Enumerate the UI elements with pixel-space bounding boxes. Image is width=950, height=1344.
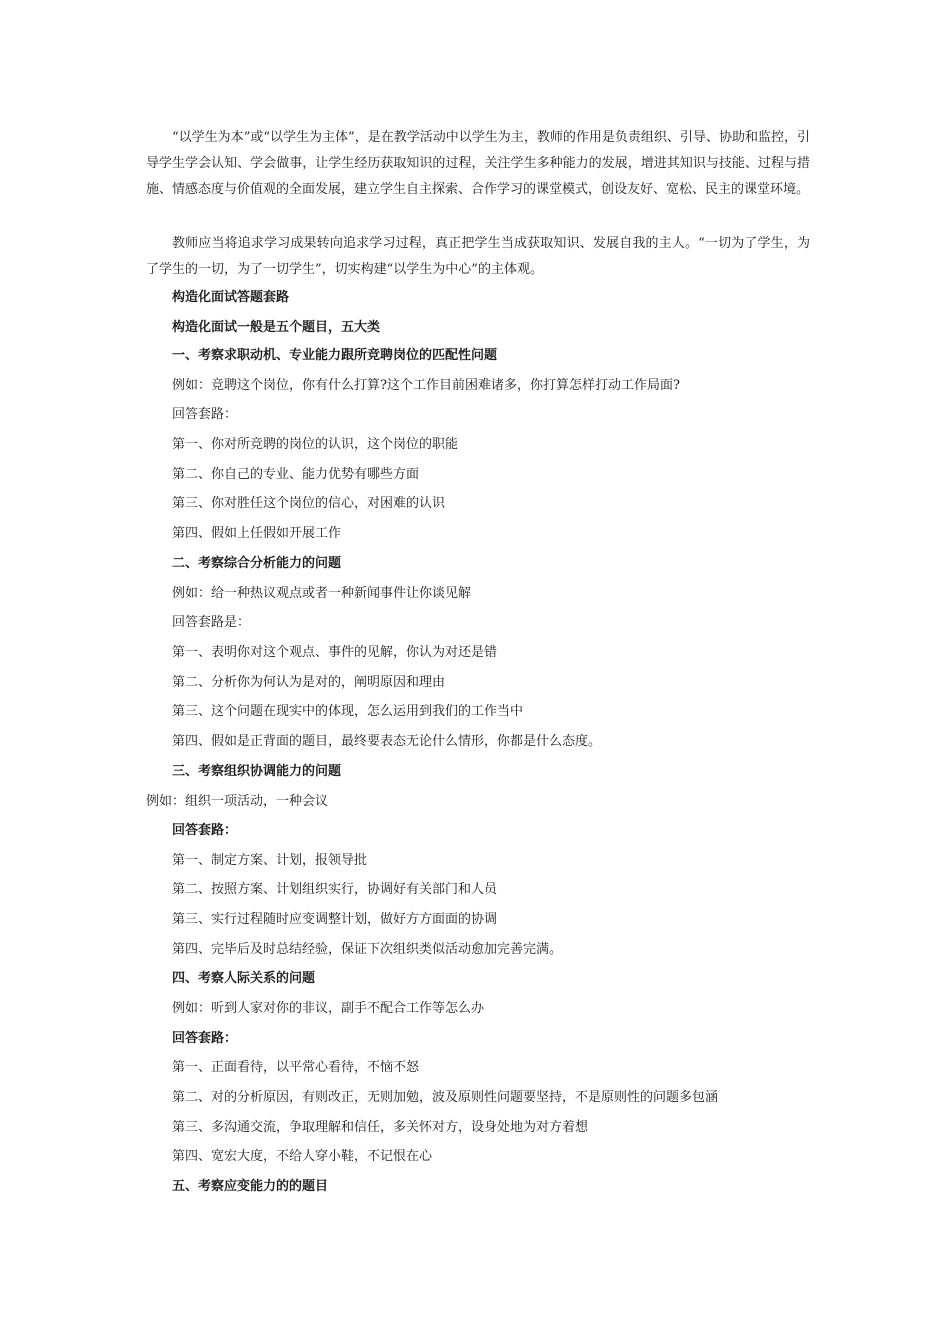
- section-4-point-4: 第四、宽宏大度，不给人穿小鞋，不记恨在心: [172, 1149, 433, 1164]
- section-2-point-4: 第四、假如是正背面的题目，最终要表态无论什么情形，你都是什么态度。: [172, 734, 602, 749]
- section-4-point-3: 第三、多沟通交流，争取理解和信任，多关怀对方，设身处地为对方着想: [172, 1120, 589, 1135]
- section-2-example: 例如：给一种热议观点或者一种新闻事件让你谈见解: [172, 586, 472, 601]
- section-5-heading: 五、考察应变能力的的题目: [172, 1179, 329, 1194]
- section-1-heading: 一、考察求职动机、专业能力跟所竞聘岗位的匹配性问题: [172, 348, 498, 363]
- section-1-point-2: 第二、你自己的专业、能力优势有哪些方面: [172, 467, 420, 482]
- intro-paragraph-1: “以学生为本”或“以学生为主体”，是在教学活动中以学生为主，教师的作用是负责组织、引导、协助和监控，引导学生学会认知、学会做事，让学生经历获取知识的过程，关注学生多种能力的发展，增进其知识与技能、过程与措施、情感态度与价值观的全面发展，建立学生自主探索、合作学习的课堂模式，创设友好、宽松、民主的课堂环境。: [146, 130, 810, 197]
- section-4-point-2: 第二、对的分析原因，有则改正，无则加勉，波及原则性问题要坚持，不是原则性的问题多包涵: [172, 1090, 719, 1105]
- section-3-example: 例如：组织一项活动，一种会议: [146, 794, 329, 809]
- section-3-answer-label: 回答套路：: [172, 823, 238, 838]
- section-1-example: 例如：竞聘这个岗位，你有什么打算?这个工作目前困难诸多，你打算怎样打动工作局面?: [172, 378, 680, 393]
- section-2-point-2: 第二、分析你为何认为是对的，阐明原因和理由: [172, 675, 446, 690]
- section-2-answer-label: 回答套路是：: [172, 615, 251, 630]
- section-1-point-1: 第一、你对所竞聘的岗位的认识，这个岗位的职能: [172, 437, 459, 452]
- section-1-point-3: 第三、你对胜任这个岗位的信心，对困难的认识: [172, 496, 446, 511]
- section-3-point-2: 第二、按照方案、计划组织实行，协调好有关部门和人员: [172, 882, 498, 897]
- section-3-point-1: 第一、制定方案、计划，报领导批: [172, 853, 368, 868]
- document-subtitle: 构造化面试一般是五个题目，五大类: [172, 320, 381, 335]
- document-title: 构造化面试答题套路: [172, 290, 290, 305]
- section-3-point-3: 第三、实行过程随时应变调整计划，做好方方面面的协调: [172, 912, 498, 927]
- section-2-heading: 二、考察综合分析能力的问题: [172, 556, 342, 571]
- section-4-point-1: 第一、正面看待，以平常心看待，不恼不怒: [172, 1060, 420, 1075]
- section-2-point-3: 第三、这个问题在现实中的体现，怎么运用到我们的工作当中: [172, 704, 524, 719]
- section-4-example: 例如：听到人家对你的非议，副手不配合工作等怎么办: [172, 1001, 485, 1016]
- section-3-point-4: 第四、完毕后及时总结经验，保证下次组织类似活动愈加完善完满。: [172, 942, 563, 957]
- intro-paragraph-2: 教师应当将追求学习成果转向追求学习过程，真正把学生当成获取知识、发展自我的主人。“一切为了学生，为了学生的一切，为了一切学生”，切实构建“以学生为中心”的主体观。: [146, 236, 810, 277]
- section-2-point-1: 第一、表明你对这个观点、事件的见解，你认为对还是错: [172, 645, 498, 660]
- section-3-heading: 三、考察组织协调能力的问题: [172, 764, 342, 779]
- section-4-heading: 四、考察人际关系的问题: [172, 971, 316, 986]
- section-1-answer-label: 回答套路：: [172, 407, 238, 422]
- section-4-answer-label: 回答套路：: [172, 1031, 238, 1046]
- section-1-point-4: 第四、假如上任假如开展工作: [172, 526, 342, 541]
